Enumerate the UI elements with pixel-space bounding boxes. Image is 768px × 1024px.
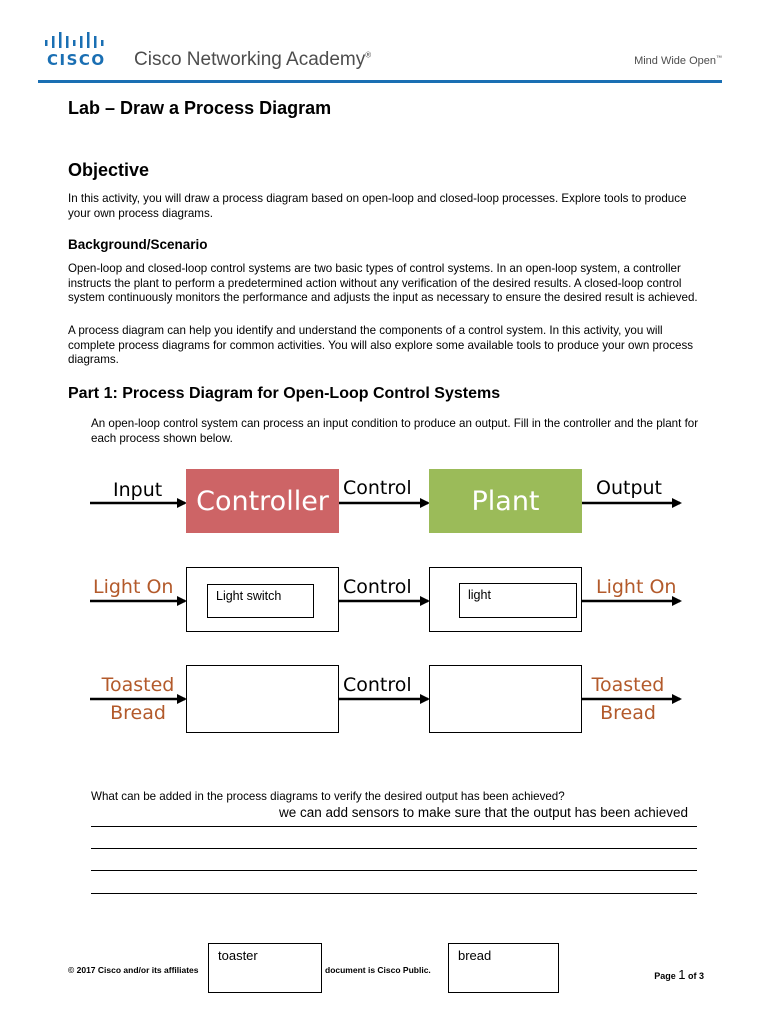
answer-line-3 <box>91 870 697 871</box>
row1-control-label: Control <box>343 477 412 499</box>
row2-input-label: Light On <box>93 576 174 598</box>
background-heading: Background/Scenario <box>68 237 208 252</box>
row2-controller-box <box>186 567 339 632</box>
part1-text: An open-loop control system can process an input condition to produce an output. Fill in the controller and the plant for each process shown below. <box>91 417 699 445</box>
question-text: What can be added in the process diagrams to verify the desired output has been achieved? <box>91 790 565 803</box>
row1-input-label: Input <box>113 479 163 501</box>
answer-line-4 <box>91 893 697 894</box>
objective-text: In this activity, you will draw a process diagram based on open-loop and closed-loop processes. Explore tools to produce your own process diagrams. <box>68 192 687 220</box>
row1-controller-box: Controller <box>186 469 339 533</box>
answer-line-2 <box>91 848 697 849</box>
question-answer[interactable]: we can add sensors to make sure that the output has been achieved <box>279 805 689 820</box>
footer-copyright: © 2017 Cisco and/or its affiliates <box>68 965 199 975</box>
objective-heading: Objective <box>68 160 150 180</box>
part1-heading: Part 1: Process Diagram for Open-Loop Control Systems <box>68 385 501 402</box>
row2-plant-box <box>429 567 582 632</box>
row1-output-label: Output <box>596 477 662 499</box>
row3-controller-box[interactable] <box>186 665 339 733</box>
row2-output-label: Light On <box>596 576 677 598</box>
cisco-logo-text: CISCO <box>47 51 106 69</box>
row2-controller-field[interactable]: Light switch <box>207 584 314 618</box>
row2-control-label: Control <box>343 576 412 598</box>
row3-output-line1: Toasted <box>591 674 665 696</box>
tagline: Mind Wide Open™ <box>634 55 722 67</box>
background-paragraph-1: Open-loop and closed-loop control systems are two basic types of control systems. In an open-loop system, a controller instructs the plant to perform a predetermined action without any verification of the desired results. A closed-loop control system continuously monitors the performance and adjusts the input as necessary to ensure the desired result is achieved. <box>68 262 698 305</box>
bread-field[interactable]: bread <box>448 943 559 993</box>
academy-name: Cisco Networking Academy® <box>134 49 372 70</box>
page-number: Page 1 of 3 <box>654 967 704 982</box>
row3-output-line2: Bread <box>600 702 656 724</box>
answer-line-1 <box>91 826 697 827</box>
row3-plant-box[interactable] <box>429 665 582 733</box>
page-title: Lab – Draw a Process Diagram <box>68 98 332 118</box>
toaster-field[interactable]: toaster <box>208 943 322 993</box>
row2-plant-field[interactable]: light <box>459 583 577 618</box>
background-paragraph-2: A process diagram can help you identify and understand the components of a control system. In this activity, you will complete process diagrams for common activities. You will also explore some available tools to produce your own process diagrams. <box>68 324 694 367</box>
footer-public-notice: document is Cisco Public. <box>325 965 431 975</box>
row1-plant-box: Plant <box>429 469 582 533</box>
row3-control-label: Control <box>343 674 412 696</box>
row3-input-line1: Toasted <box>101 674 175 696</box>
row3-input-line2: Bread <box>110 702 166 724</box>
